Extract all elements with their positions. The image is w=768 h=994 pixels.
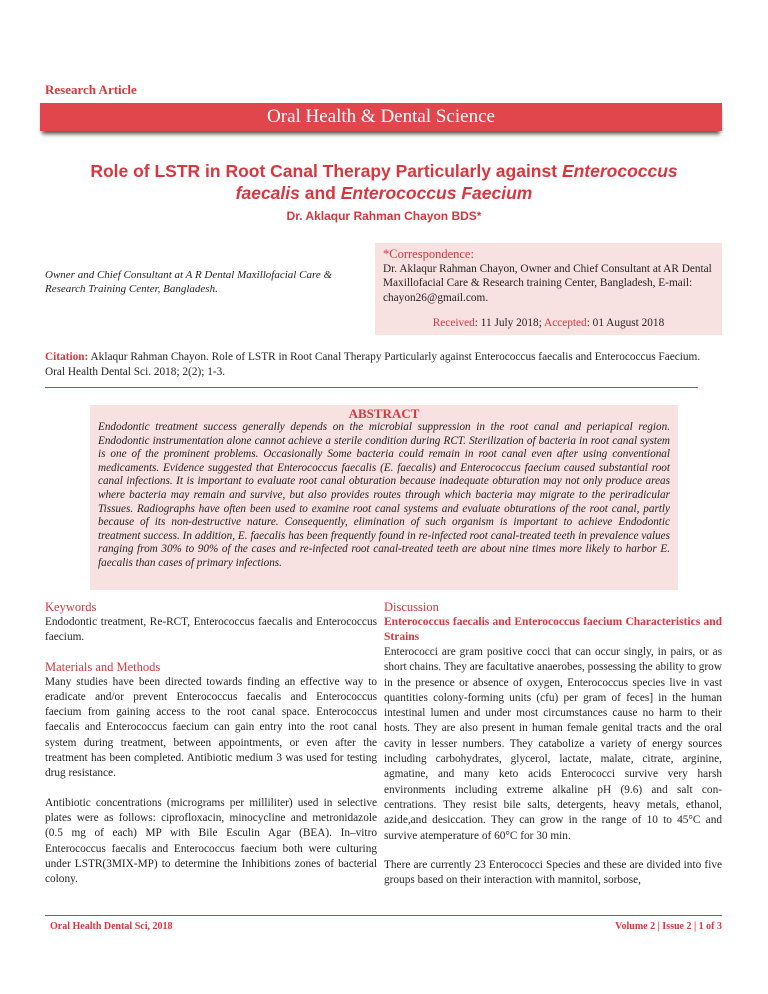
- abstract-text: Endodontic treatment success generally depends on the microbial suppression in the root canal and periapical region. Endodontic instrumentation alone cannot achieve a sterile condition during RCT. Sterilization of bacteria in root canal system is one of the prominent problems. Occasionally Some bacteria could remain in root canal even after using conventional medicaments. Evidence suggested that Enterococcus faecalis (E. faecalis) and Enterococcus faecium caused substantial root canal infections. It is important to evaluate root canal obturation because inadequate obturation may not only produce areas where bacteria may remain and survive, but also provides routes through which bacteria may migrate to the periradicular Tissues. Radiographs have often been used to examine root canal systems and evaluate obturations of the root canal, partly because of its non-destructive nature. Consequently, elimination of such organism is important to achieve Endodontic treatment success. In addition, E. faecalis has been frequently found in re-infected root canal-treated teeth in prevalence values ranging from 30% to 90% of the cases and re-infected root canal-treated teeth are about nine times more likely to harbor E. faecalis than cases of primary infections.: [98, 421, 670, 569]
- journal-banner: Oral Health & Dental Science: [40, 103, 722, 131]
- correspondence-heading: *Correspondence:: [383, 247, 474, 261]
- citation-text: Aklaqur Rahman Chayon. Role of LSTR in Root Canal Therapy Particularly against Enterococcus faecalis and Enterococcus Faecium. Oral Health Dental Sci. 2018; 2(2); 1-3.: [45, 351, 701, 378]
- methods-paragraph: Many studies have been directed towards finding an effective way to eradicate and/or prevent Enterococcus faecalis and Enterococcus faecium from gaining access to the root canal space. Enterococcus faecalis and Enterococcus faecium can gain entry into the root canal system during treatment, between appointments, or even after the treatment has been completed. Antibiotic medium 3 was used for testing drug resistance.: [45, 675, 377, 780]
- citation: [45, 350, 722, 380]
- footer-divider: [45, 915, 722, 916]
- author: Dr. Aklaqur Rahman Chayon BDS*: [286, 209, 482, 223]
- discussion-heading: Discussion: [384, 600, 439, 614]
- title-text: and: [299, 183, 341, 203]
- accepted-label: Accepted: [544, 317, 587, 329]
- citation-label: Citation:: [45, 351, 89, 363]
- footer-journal: Oral Health Dental Sci, 2018: [50, 921, 173, 932]
- abstract-box: [90, 405, 678, 590]
- divider: [45, 387, 698, 388]
- abstract-heading: ABSTRACT: [348, 406, 420, 421]
- correspondence-box: [375, 243, 722, 335]
- right-column: [384, 600, 722, 888]
- footer-page-info: Volume 2 | Issue 2 | 1 of 3: [615, 921, 722, 932]
- title-text: Role of LSTR in Root Canal Therapy Particularly against: [90, 161, 562, 181]
- discussion-subheading: Enterococcus faecalis and Enterococcus faecium Characteristics and Strains: [384, 616, 722, 643]
- discussion-paragraph: There are currently 23 Enterococci Species and these are divided into five groups based on their interaction with mannitol, sorbose,: [384, 858, 722, 887]
- discussion-paragraph: Enterococci are gram positive cocci that can occur singly, in pairs, or as short chains. They are facultative anaerobes, possessing the ability to grow in the presence or absence of oxygen, Enterococcus species live in vast quantities colony-forming units (cfu) per gram of feces] in the human intestinal lumen and under most circumstances cause no harm to their hosts. They are also present in human female genital tracts and the oral cavity in lesser numbers. They catabolize a variety of energy sources including carbohydrates, glycerol, lactate, malate, citrate, arginine, agmatine, and many keto acids Enterococci survive very harsh environments including extreme alkaline pH (9.6) and salt con- centrations. They resist bile salts, detergents, heavy metals, ethanol, azide,and desiccation. They can grow in the range of 10 to 45°C and survive atemperature of 60°C for 30 min.: [384, 646, 722, 842]
- article-type: Research Article: [45, 82, 137, 97]
- title-italic: Enterococcus Faecium: [340, 183, 533, 203]
- dates: [383, 316, 714, 331]
- left-column: [45, 600, 377, 887]
- article-title: [60, 160, 708, 204]
- keywords-heading: Keywords: [45, 600, 97, 614]
- methods-paragraph: Antibiotic concentrations (micrograms per milliliter) used in selective plates were as follows: ciprofloxacin, minocycline and metronidazole (0.5 mg of each) MP with Bile Esculin Agar (BEA). In–vitro Enterococcus faecalis and Enterococcus faecium both were culturing under LSTR(3MIX-MP) to determine the Inhibitions zones of bacterial colony.: [45, 796, 377, 886]
- methods-heading: Materials and Methods: [45, 659, 161, 674]
- title-italic: Enterococcus faecalis: [235, 161, 678, 203]
- keywords: Endodontic treatment, Re-RCT, Enterococcus faecalis and Enterococcus faecium.: [45, 616, 377, 644]
- received-date: : 11 July 2018;: [474, 317, 545, 329]
- received-label: Received: [432, 317, 475, 329]
- affiliation: Owner and Chief Consultant at A R Dental Maxillofacial Care & Research Training Center, Bangladesh.: [45, 269, 333, 295]
- accepted-date: : 01 August 2018: [586, 317, 665, 329]
- correspondence-text: Dr. Aklaqur Rahman Chayon, Owner and Chief Consultant at AR Dental Maxillofacial Care & Research training Center, Bangladesh, E-mail: chayon26@gmail.com.: [383, 262, 712, 304]
